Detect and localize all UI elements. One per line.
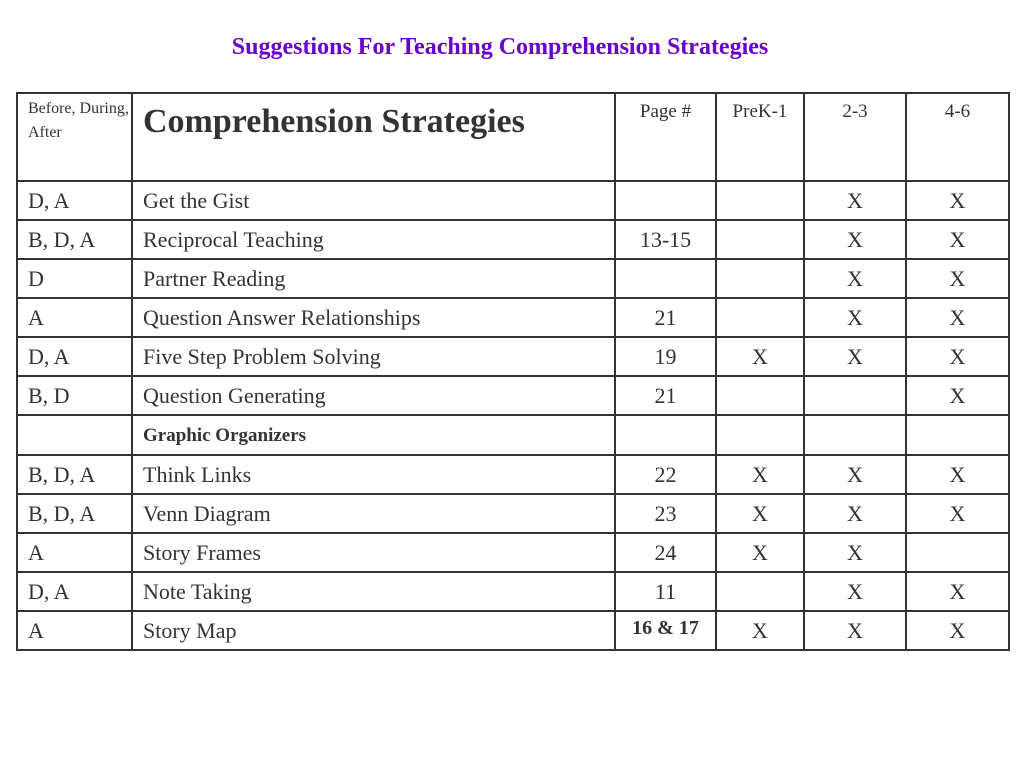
grade-2-3-cell: X — [804, 494, 906, 533]
prek1-cell: X — [716, 337, 804, 376]
timing-cell: D, A — [17, 572, 132, 611]
strategy-cell: Story Frames — [132, 533, 615, 572]
timing-cell: A — [17, 298, 132, 337]
page-cell: 22 — [615, 455, 716, 494]
table-row — [17, 181, 1009, 220]
table-row — [17, 572, 1009, 611]
header-timing: Before, During, After — [17, 93, 132, 181]
page-cell: 23 — [615, 494, 716, 533]
timing-cell — [17, 415, 132, 455]
strategies-table — [16, 92, 1010, 651]
timing-cell: B, D, A — [17, 220, 132, 259]
page-cell — [615, 259, 716, 298]
header-grade-2-3: 2-3 — [804, 93, 906, 181]
page-cell: 13-15 — [615, 220, 716, 259]
strategy-cell: Venn Diagram — [132, 494, 615, 533]
grade-4-6-cell: X — [906, 455, 1009, 494]
section-heading-cell — [132, 415, 615, 455]
table-row — [17, 337, 1009, 376]
section-heading: Graphic Organizers — [143, 425, 307, 446]
page-title: Suggestions For Teaching Comprehension Strategies — [231, 34, 769, 60]
page-cell: 11 — [615, 572, 716, 611]
grade-4-6-cell — [906, 415, 1009, 455]
grade-2-3-cell: X — [804, 533, 906, 572]
page-cell — [615, 415, 716, 455]
page-cell — [615, 181, 716, 220]
grade-4-6-cell: X — [906, 337, 1009, 376]
timing-cell: D, A — [17, 337, 132, 376]
page-cell: 21 — [615, 376, 716, 415]
timing-cell: B, D — [17, 376, 132, 415]
grade-4-6-cell: X — [906, 376, 1009, 415]
grade-4-6-cell — [906, 533, 1009, 572]
grade-4-6-cell: X — [906, 181, 1009, 220]
prek1-cell — [716, 181, 804, 220]
table-row — [17, 376, 1009, 415]
grade-4-6-cell: X — [906, 611, 1009, 650]
strategy-cell: Reciprocal Teaching — [132, 220, 615, 259]
timing-cell: D, A — [17, 181, 132, 220]
page-cell: 21 — [615, 298, 716, 337]
strategy-cell: Question Generating — [132, 376, 615, 415]
grade-4-6-cell: X — [906, 259, 1009, 298]
grade-4-6-cell: X — [906, 220, 1009, 259]
timing-cell: A — [17, 611, 132, 650]
strategy-cell: Note Taking — [132, 572, 615, 611]
grade-4-6-cell: X — [906, 572, 1009, 611]
prek1-cell: X — [716, 611, 804, 650]
prek1-cell — [716, 415, 804, 455]
section-row-graphic-organizers — [17, 415, 1009, 455]
prek1-cell — [716, 376, 804, 415]
table-row — [17, 259, 1009, 298]
prek1-cell — [716, 572, 804, 611]
grade-2-3-cell: X — [804, 298, 906, 337]
grade-2-3-cell: X — [804, 259, 906, 298]
prek1-cell — [716, 298, 804, 337]
grade-2-3-cell — [804, 376, 906, 415]
page-number-bold: 16 & 17 — [632, 617, 699, 639]
grade-2-3-cell: X — [804, 181, 906, 220]
strategy-cell: Get the Gist — [132, 181, 615, 220]
prek1-cell — [716, 259, 804, 298]
timing-cell: D — [17, 259, 132, 298]
timing-cell: B, D, A — [17, 494, 132, 533]
page-cell: 19 — [615, 337, 716, 376]
table-row — [17, 298, 1009, 337]
grade-4-6-cell: X — [906, 494, 1009, 533]
header-strategy: Comprehension Strategies — [132, 93, 615, 181]
header-grade-4-6: 4-6 — [906, 93, 1009, 181]
prek1-cell: X — [716, 533, 804, 572]
strategy-cell: Question Answer Relationships — [132, 298, 615, 337]
timing-cell: B, D, A — [17, 455, 132, 494]
page-cell-bold — [615, 611, 716, 650]
table-row — [17, 220, 1009, 259]
grade-4-6-cell: X — [906, 298, 1009, 337]
header-prek1: PreK-1 — [716, 93, 804, 181]
strategy-cell: Story Map — [132, 611, 615, 650]
page-cell: 24 — [615, 533, 716, 572]
grade-2-3-cell: X — [804, 455, 906, 494]
table-row — [17, 533, 1009, 572]
prek1-cell: X — [716, 494, 804, 533]
grade-2-3-cell: X — [804, 220, 906, 259]
strategy-cell: Five Step Problem Solving — [132, 337, 615, 376]
prek1-cell: X — [716, 455, 804, 494]
grade-2-3-cell: X — [804, 572, 906, 611]
grade-2-3-cell — [804, 415, 906, 455]
grade-2-3-cell: X — [804, 611, 906, 650]
strategy-cell: Partner Reading — [132, 259, 615, 298]
table-header-row — [17, 93, 1009, 181]
table-row — [17, 611, 1009, 650]
header-page: Page # — [615, 93, 716, 181]
table-row — [17, 494, 1009, 533]
strategy-cell: Think Links — [132, 455, 615, 494]
grade-2-3-cell: X — [804, 337, 906, 376]
table-row — [17, 455, 1009, 494]
prek1-cell — [716, 220, 804, 259]
timing-cell: A — [17, 533, 132, 572]
